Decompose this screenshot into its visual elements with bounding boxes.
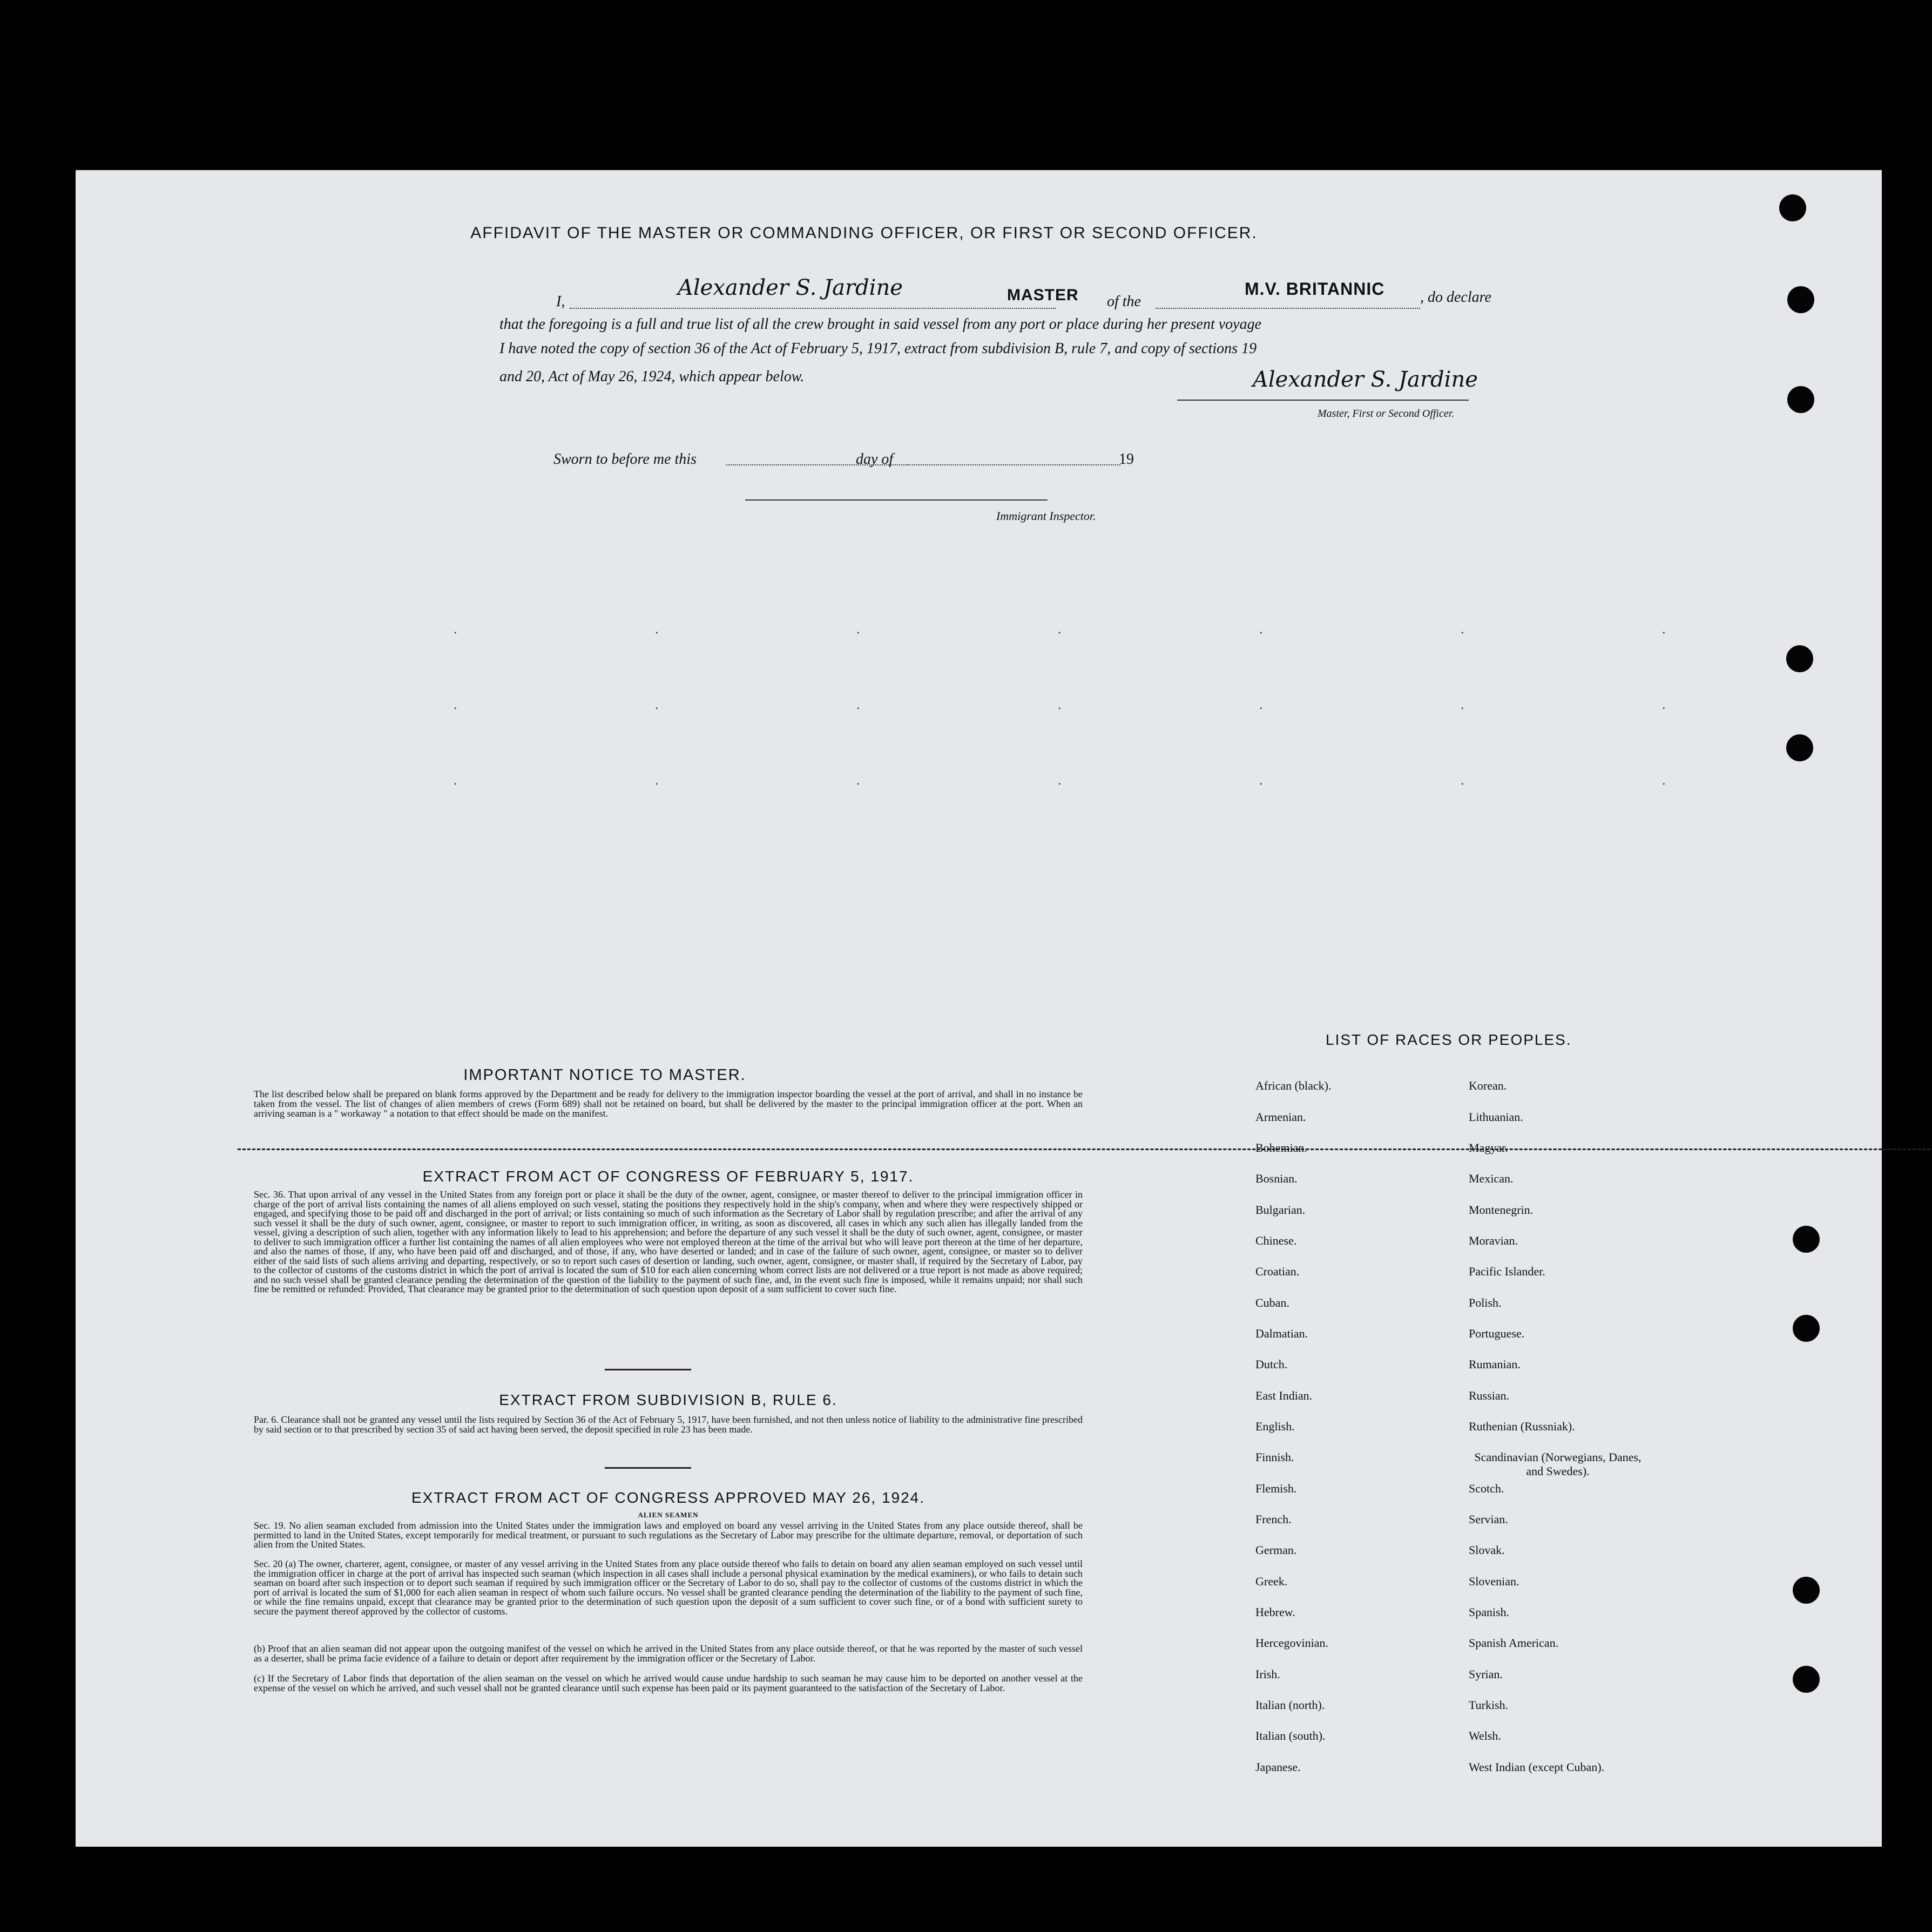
race-item: Bosnian. xyxy=(1255,1172,1298,1185)
name-line xyxy=(570,308,1056,309)
race-item: Greek. xyxy=(1255,1575,1288,1588)
race-item: Finnish. xyxy=(1255,1450,1294,1464)
day-of-label: day of xyxy=(856,451,894,468)
race-item: Magyar. xyxy=(1469,1141,1508,1154)
year-prefix: 19 xyxy=(1119,451,1134,468)
affidavit-i-label: I, xyxy=(556,293,565,310)
race-item: Hercegovinian. xyxy=(1255,1636,1328,1650)
extract-1924-p3: (b) Proof that an alien seaman did not appear upon the outgoing manifest of the vessel on which he arrived in the United States from any place outside thereof, or that he was reported by the master of such vessel as a deserter, shall be prima facie evidence of a failure to detain or deport after requirement by the immigration officer or the Secretary of Labor. xyxy=(254,1643,1083,1664)
master-name-signature: Alexander S. Jardine xyxy=(678,275,903,300)
extract-1917-text: Sec. 36. That upon arrival of any vessel in the United States from any foreign port or place it shall be the duty of the owner, agent, consignee, or master thereof to deliver to the principal immigration officer in charge of the port of arrival lists containing the names of all aliens employed on such vessel, stating the positions they respectively hold in the ship's company, when and where they were respectively shipped or engaged, and specifying those to be paid off and discharged in the port of arrival; or lists containing so much of such information as the Secretary of Labor shall by regulation prescribe; and after the arrival of any such vessel it shall be the duty of such owner, agent, consignee, or master to report to such immigration officer, in writing, as soon as discovered, all cases in which any such alien has illegally landed from the vessel, giving a description of such alien, together with any information likely to lead to his apprehension; and before the departure of any such vessel it shall be the duty of such owner, agent, consignee, or master to deliver to such immigration officer a further list containing the names of all alien employees who were not employed thereon at the time of the arrival but who will leave port thereon at the time of her departure, and also the names of those, if any, who have been paid off and discharged, and of those, if any, who have deserted or landed; and in case of the failure of such owner, agent, consignee, or master so to deliver either of the said lists of such aliens arriving and departing, respectively, or so to report such cases of desertion or landing, such owner, agent, consignee, or master shall, if required by the Secretary of Labor, pay to the collector of customs of the customs district in which the port of arrival is located the sum of $10 for each alien concerning whom correct lists are not delivered or a true report is not made as above required; and no such vessel shall be granted clearance pending the determination of the question of the liability to the payment of such fine, and, in the event such fine is imposed, while it remains unpaid; nor shall such fine be remitted or refunded: Provided, That clearance may be granted prior to the determination of such question upon deposit of a sum sufficient to cover such fine. xyxy=(254,1189,1083,1294)
race-item: Dalmatian. xyxy=(1255,1327,1308,1340)
race-item: Flemish. xyxy=(1255,1482,1297,1495)
punch-hole xyxy=(1786,734,1813,761)
leader-dots: . . . . . . . . . . . . . . . . . . . . . xyxy=(454,621,1763,788)
race-item: Bulgarian. xyxy=(1255,1203,1306,1217)
of-the-label: of the xyxy=(1107,293,1141,310)
punch-hole xyxy=(1793,1577,1820,1604)
races-title: LIST OF RACES OR PEOPLES. xyxy=(1326,1031,1572,1048)
race-item: Syrian. xyxy=(1469,1667,1503,1681)
race-item: Lithuanian. xyxy=(1469,1110,1523,1124)
race-item: Spanish American. xyxy=(1469,1636,1559,1650)
affidavit-line-2: I have noted the copy of section 36 of the Act of February 5, 1917, extract from subdivision B, rule 7, and copy of sections 19 xyxy=(499,340,1257,357)
short-divider xyxy=(605,1467,691,1469)
extract-1924-p4: (c) If the Secretary of Labor finds that deportation of the alien seaman on the vessel on which he arrived would cause undue hardship to such seaman he may cause him to be deported on another vessel at the expense of the vessel on which he arrived, and such vessel shall not be granted clearance until such expense has been paid or its payment guaranteed to the satisfaction of the Secretary of Labor. xyxy=(254,1673,1083,1693)
race-item: Croatian. xyxy=(1255,1265,1300,1278)
affidavit-line-1: that the foregoing is a full and true list of all the crew brought in said vessel from any port or place during her present voyage xyxy=(499,316,1262,333)
race-item: Italian (south). xyxy=(1255,1729,1326,1742)
do-declare-label: , do declare xyxy=(1420,289,1491,306)
race-item: Irish. xyxy=(1255,1667,1280,1681)
affidavit-title: AFFIDAVIT OF THE MASTER OR COMMANDING OFFICER, OR FIRST OR SECOND OFFICER. xyxy=(470,224,1258,242)
race-item: Bohemian. xyxy=(1255,1141,1307,1154)
race-item: English. xyxy=(1255,1420,1295,1433)
affidavit-line-3: and 20, Act of May 26, 1924, which appear below. xyxy=(499,368,805,385)
punch-hole xyxy=(1793,1315,1820,1342)
sworn-month-line xyxy=(907,464,1120,465)
race-item: East Indian. xyxy=(1255,1389,1313,1402)
punch-hole xyxy=(1779,194,1806,221)
race-item: Chinese. xyxy=(1255,1234,1297,1247)
race-item: Polish. xyxy=(1469,1296,1502,1309)
short-divider xyxy=(605,1369,691,1370)
race-item: Scandinavian (Norwegians, Danes, and Swedes). xyxy=(1474,1450,1641,1478)
race-item: Japanese. xyxy=(1255,1760,1301,1774)
notice-text: The list described below shall be prepared on blank forms approved by the Department and be ready for delivery to the immigration inspector boarding the vessel at the port of arrival, and shall in no instance be taken from the vessel. The list of changes of alien members of crews (Form 689) shall not be retained on board, but shall be delivered by the master to the principal immigration officer at the port. When an arriving seaman is a " workaway " a notation to that effect should be made on the manifest. xyxy=(254,1089,1083,1119)
extract-1924-title: EXTRACT FROM ACT OF CONGRESS APPROVED MAY 26, 1924. xyxy=(411,1489,926,1506)
race-item: German. xyxy=(1255,1543,1297,1557)
punch-hole xyxy=(1787,286,1814,313)
race-item: Pacific Islander. xyxy=(1469,1265,1545,1278)
race-item: Rumanian. xyxy=(1469,1357,1521,1371)
signature-caption: Master, First or Second Officer. xyxy=(1318,408,1455,420)
race-item: Hebrew. xyxy=(1255,1605,1295,1619)
race-item: African (black). xyxy=(1255,1079,1332,1092)
extract-1917-title: EXTRACT FROM ACT OF CONGRESS OF FEBRUARY 5, 1917. xyxy=(422,1168,914,1185)
sworn-day-line xyxy=(726,464,926,465)
punch-hole xyxy=(1793,1226,1820,1253)
race-item: Turkish. xyxy=(1469,1698,1509,1712)
extract-1924-p1: Sec. 19. No alien seaman excluded from admission into the United States under the immigration laws and employed on board any vessel arriving in the United States from any place outside thereof, shall be permitted to land in the United States, except temporarily for medical treatment, or pursuant to such regulations as the Secretary of Labor may prescribe for the ultimate departure, removal, or deportation of such alien from the United States. xyxy=(254,1520,1083,1550)
race-item: Servian. xyxy=(1469,1512,1508,1526)
punch-hole xyxy=(1787,386,1814,413)
race-item: Russian. xyxy=(1469,1389,1510,1402)
notice-title: IMPORTANT NOTICE TO MASTER. xyxy=(463,1066,746,1084)
race-item: Cuban. xyxy=(1255,1296,1289,1309)
race-item: West Indian (except Cuban). xyxy=(1469,1760,1605,1774)
extract-1924-p2: Sec. 20 (a) The owner, charterer, agent, consignee, or master of any vessel arriving in the United States from any place outside thereof who fails to detain on board any alien seaman employed on such vessel until the immigration officer in charge at the port of arrival has inspected such seaman (which inspection in all cases shall include a personal physical examination by the medical examiners), or who fails to detain such seaman on board after such inspection or to deport such seaman if required by such immigration officer or the Secretary of Labor to do so, shall pay to the collector of customs of the customs district in which the port of arrival is located the sum of $1,000 for each alien seaman in respect of whom such failure occurs. No vessel shall be granted clearance pending the determination of the liability to the payment of such fine, or while the fine remains unpaid, except that clearance may be granted prior to the determination of such question upon the deposit of a sum sufficient to cover such fine, or of a bond with sufficient surety to secure the payment thereof approved by the collector of customs. xyxy=(254,1558,1083,1617)
race-item: Moravian. xyxy=(1469,1234,1518,1247)
rule6-title: EXTRACT FROM SUBDIVISION B, RULE 6. xyxy=(499,1391,837,1408)
document-sheet xyxy=(76,170,1882,1847)
vessel-line xyxy=(1156,308,1420,309)
race-item: Ruthenian (Russniak). xyxy=(1469,1420,1575,1433)
race-item: Slovenian. xyxy=(1469,1575,1519,1588)
race-item: Portuguese. xyxy=(1469,1327,1525,1340)
rank-label: MASTER xyxy=(1007,286,1079,304)
race-item: Welsh. xyxy=(1469,1729,1501,1742)
sworn-label: Sworn to before me this xyxy=(553,451,697,468)
race-item: Dutch. xyxy=(1255,1357,1288,1371)
race-item: Scotch. xyxy=(1469,1482,1504,1495)
extract-1924-subtitle: ALIEN SEAMEN xyxy=(638,1511,699,1519)
inspector-line xyxy=(745,499,1048,501)
race-item: French. xyxy=(1255,1512,1292,1526)
race-item: Italian (north). xyxy=(1255,1698,1325,1712)
race-item: Mexican. xyxy=(1469,1172,1514,1185)
race-item: Armenian. xyxy=(1255,1110,1306,1124)
vessel-name: M.V. BRITANNIC xyxy=(1245,279,1385,299)
section-divider xyxy=(238,1149,1932,1150)
inspector-caption: Immigrant Inspector. xyxy=(996,509,1096,523)
rule6-text: Par. 6. Clearance shall not be granted any vessel until the lists required by Section 36 of the Act of February 5, 1917, have been furnished, and not then unless notice of liability to the administrative fine prescribed by said section or to that prescribed by section 35 of said act having been served, the deposit specified in rule 23 has been made. xyxy=(254,1414,1083,1435)
punch-hole xyxy=(1786,645,1813,672)
signature-line xyxy=(1177,400,1469,401)
race-item: Montenegrin. xyxy=(1469,1203,1534,1217)
punch-hole xyxy=(1793,1666,1820,1693)
race-item: Korean. xyxy=(1469,1079,1507,1092)
master-signature: Alexander S. Jardine xyxy=(1253,367,1478,392)
race-item: Spanish. xyxy=(1469,1605,1510,1619)
race-item: Slovak. xyxy=(1469,1543,1505,1557)
